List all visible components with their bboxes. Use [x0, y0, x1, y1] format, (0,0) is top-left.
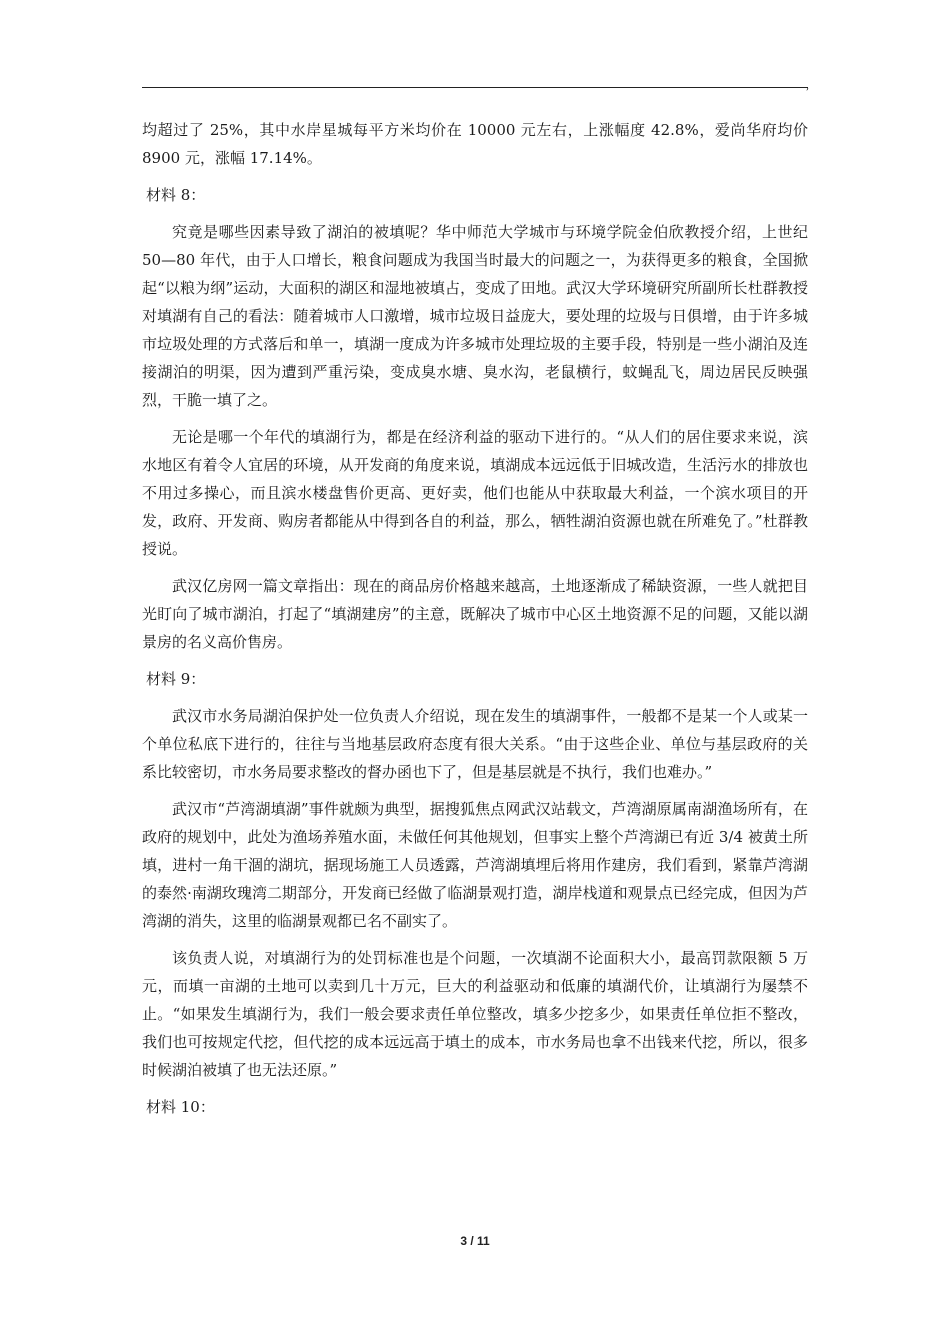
- paragraph: 武汉亿房网一篇文章指出：现在的商品房价格越来越高，土地逐渐成了稀缺资源，一些人就把目光盯向了城市湖泊，打起了“填湖建房”的主意，既解决了城市中心区土地资源不足的问题，又能以湖景房的名义高价售房。: [142, 577, 808, 651]
- paragraph: 武汉市“芦湾湖填湖”事件就颇为典型，据搜狐焦点网武汉站载文，芦湾湖原属南湖渔场所有，在政府的规划中，此处为渔场养殖水面，未做任何其他规划，但事实上整个芦湾湖已有近 3/4 被黄土所填，进村一角干涸的湖坑，据现场施工人员透露，芦湾湖填埋后将用作建房，我们看到，紧靠芦湾湖的泰然·南湖玫瑰湾二期部分，开发商已经做了临湖景观打造，湖岸栈道和观景点已经完成，但因为芦湾湖的消失，这里的临湖景观都已名不副实了。: [142, 800, 808, 930]
- section-heading-material-9: 材料 9：: [146, 670, 206, 688]
- page-number: 3 / 11: [460, 1234, 490, 1248]
- paragraph-continuation: 均超过了 25%，其中水岸星城每平方米均价在 10000 元左右，上涨幅度 42.8%，爱尚华府均价 8900 元，涨幅 17.14%。: [142, 121, 808, 167]
- header-mark: ,: [806, 81, 810, 92]
- paragraph: 无论是哪一个年代的填湖行为，都是在经济利益的驱动下进行的。“从人们的居住要求来说，滨水地区有着令人宜居的环境，从开发商的角度来说，填湖成本远远低于旧城改造，生活污水的排放也不用过多操心，而且滨水楼盘售价更高、更好卖，他们也能从中获取最大利益，一个滨水项目的开发，政府、开发商、购房者都能从中得到各自的利益，那么，牺牲湖泊资源也就在所难免了。”杜群教授说。: [142, 428, 808, 558]
- section-heading-material-8: 材料 8：: [146, 186, 206, 204]
- paragraph: 究竟是哪些因素导致了湖泊的被填呢？华中师范大学城市与环境学院金伯欣教授介绍，上世纪 50—80 年代，由于人口增长，粮食问题成为我国当时最大的问题之一，为获得更多的粮食，全国掀起“以粮为纲”运动，大面积的湖区和湿地被填占，变成了田地。武汉大学环境研究所副所长杜群教授对填湖有自己的看法：随着城市人口激增，城市垃圾日益庞大，要处理的垃圾与日俱增，由于许多城市垃圾处理的方式落后和单一，填湖一度成为许多城市处理垃圾的主要手段，特别是一些小湖泊及连接湖泊的明渠，因为遭到严重污染，变成臭水塘、臭水沟，老鼠横行，蚊蝇乱飞，周边居民反映强烈，干脆一填了之。: [142, 223, 808, 409]
- paragraph: 武汉市水务局湖泊保护处一位负责人介绍说，现在发生的填湖事件，一般都不是某一个人或某一个单位私底下进行的，往往与当地基层政府态度有很大关系。“由于这些企业、单位与基层政府的关系比较密切，市水务局要求整改的督办函也下了，但是基层就是不执行，我们也难办。”: [142, 707, 808, 781]
- document-body: [142, 116, 808, 1130]
- paragraph: 该负责人说，对填湖行为的处罚标准也是个问题，一次填湖不论面积大小，最高罚款限额 5 万元，而填一亩湖的土地可以卖到几十万元，巨大的利益驱动和低廉的填湖代价，让填湖行为屡禁不止。“如果发生填湖行为，我们一般会要求责任单位整改，填多少挖多少，如果责任单位拒不整改，我们也可按规定代挖，但代挖的成本远远高于填土的成本，市水务局也拿不出钱来代挖，所以，很多时候湖泊被填了也无法还原。”: [142, 949, 808, 1079]
- section-heading-material-10: 材料 10：: [146, 1098, 215, 1116]
- header-rule: [142, 87, 808, 88]
